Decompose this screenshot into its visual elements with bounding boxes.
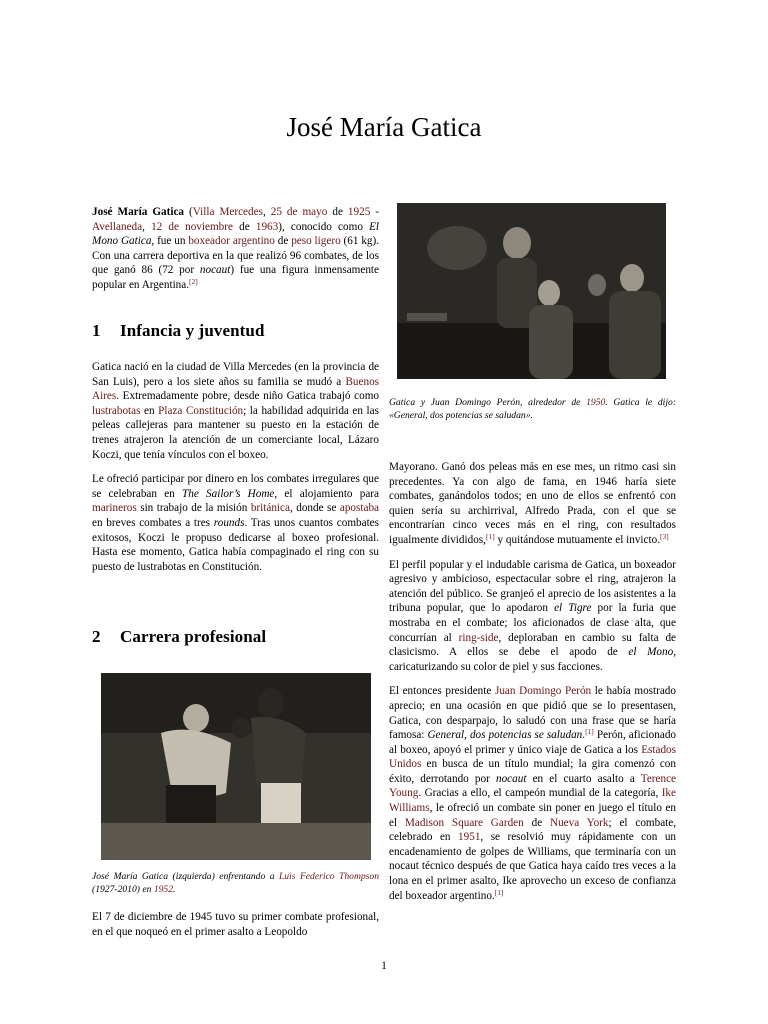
link-plaza-constitucion[interactable]: Plaza Constitución xyxy=(158,404,244,417)
ref-2[interactable]: [2] xyxy=(189,276,198,286)
link-1951[interactable]: 1951 xyxy=(458,831,481,844)
link-birth-year[interactable]: 1925 xyxy=(347,206,371,218)
page-number: 1 xyxy=(381,960,387,972)
photo-gatica-peron[interactable] xyxy=(397,203,666,379)
subject-name: José María Gatica xyxy=(92,206,185,218)
photo-placeholder-icon xyxy=(397,203,666,379)
link-luis-federico-thompson[interactable]: Luis Federico Thompson xyxy=(278,871,379,882)
section1-body xyxy=(92,360,379,584)
paragraph: El entonces presidente Juan Domingo Perón le había mostrado aprecio; en una ocasión en que pidió que se lo presentasen, Gatica, con desparpajo, lo saludó con una frase que se haría famosa: General, dos potencias se saludan.[1] Perón, aficionado al boxeo, apoyó el primer y único viaje de Gatica a los Estados Unidos en busca de un título mundial; la gira comenzó con éxito, derrotando por nocaut en el cuarto asalto a Terence Young. Gracias a ello, el campeón mundial de la categoría, Ike Williams, le ofreció un combate sin poner en juego el título en el Madison Square Garden de Nueva York; el combate, celebrado en 1951, se resolvió muy rápidamente con un encadenamiento de golpes de Williams, que terminaría con un nocaut técnico después de que Gatica haya caído tres veces a la lona en el primer asalto, Ike aprovecho un exceso de confianza del boxeador argentino.[1] xyxy=(389,685,677,902)
link-lustrabotas[interactable]: lustrabotas xyxy=(92,404,141,417)
right-column xyxy=(389,460,676,913)
paragraph: El 7 de diciembre de 1945 tuvo su primer combate profesional, en el que noqueó en el primer asalto a Leopoldo xyxy=(92,911,379,938)
link-madison-square-garden[interactable]: Madison Square Garden xyxy=(404,816,524,829)
link-estados-unidos[interactable]: Estados Unidos xyxy=(389,743,676,771)
link-death-year[interactable]: 1963 xyxy=(255,220,279,233)
ref-3[interactable]: [3] xyxy=(660,531,669,541)
paragraph: El perfil popular y el indudable carisma de Gatica, un boxeador agresivo y ambicioso, espectacular sobre el ring, atrajeron la atención del público. Se granjeó el aprecio de los asistentes a la tribuna popular, que lo apodaron el Tigre por la furia que mostraba en el combate; los aficionados de clase alta, que concurrían al ring-side, deploraban en cambio su falta de clasicismo. A ellos se debe el apodo de el Mono, caricaturizando su color de piel y sus facciones. xyxy=(389,558,677,673)
paragraph: Le ofreció participar por dinero en los combates irregulares que se celebraban en The Sailor’s Home, el alojamiento para marineros sin trabajo de la misión británica, donde se apostaba en breves combates a tres rounds. Tras unos cuantos combates exitosos, Koczi le propuso dedicarse al boxeo profesional. Hasta ese momento, Gatica había compaginado el ring con su puesto de lustrabotas en Constitución. xyxy=(92,473,380,573)
section-heading-carrera: 2 Carrera profesional xyxy=(92,627,267,646)
link-birth-date[interactable]: 25 de mayo xyxy=(270,206,328,218)
link-ring-side[interactable]: ring-side xyxy=(458,631,499,644)
link-nueva-york[interactable]: Nueva York xyxy=(550,816,609,829)
link-argentino[interactable]: argentino xyxy=(232,235,275,248)
ref-1[interactable]: [1] xyxy=(585,727,594,737)
photo-placeholder-icon xyxy=(101,673,371,860)
link-buenos-aires[interactable]: Buenos Aires xyxy=(92,375,380,403)
link-avellaneda[interactable]: Avellaneda xyxy=(92,220,143,233)
lead-paragraph: José María Gatica (Villa Mercedes, 25 de mayo de 1925 - Avellaneda, 12 de noviembre de 1963), conocido como El Mono Gatica, fue un boxeador argentino de peso ligero (61 kg). Con una carrera deportiva en la que realizó 96 combates, de los que ganó 86 (72 por nocaut) fue una figura inmensamente popular en Argentina.[2] xyxy=(92,206,380,291)
link-peso-ligero[interactable]: peso ligero xyxy=(291,235,341,248)
link-1950[interactable]: 1950 xyxy=(586,397,606,408)
paragraph: Gatica nació en la ciudad de Villa Mercedes (en la provincia de San Luis), pero a los siete años su familia se mudó a Buenos Aires. Extremadamente pobre, desde niño Gatica trabajó como lustrabotas en Plaza Constitución; la habilidad adquirida en las peleas callejeras para mantener su puesto en la estación de trenes atrajeron la atención de un comerciante local, Lázaro Koczi, que tenía vínculos con el boxeo. xyxy=(92,361,380,461)
link-juan-domingo-peron[interactable]: Juan Domingo Perón xyxy=(494,685,592,698)
figure-caption: José María Gatica (izquierda) enfrentando a Luis Federico Thompson (1927-2010) en 1952. xyxy=(92,871,379,895)
link-apostaba[interactable]: apostaba xyxy=(339,502,380,515)
link-britanica[interactable]: británica xyxy=(250,502,290,515)
nickname: El Mono Gatica xyxy=(92,220,380,248)
section-heading-infancia: 1 Infancia y juventud xyxy=(92,321,265,340)
ref-1[interactable]: [1] xyxy=(494,887,504,897)
link-boxeador[interactable]: boxeador xyxy=(188,235,230,248)
paragraph: Mayorano. Ganó dos peleas más en ese mes, un ritmo casi sin precedentes. Ya con algo de fama, en 1946 haría siete combates, ganándolos todos; en uno de ellos se enfrentó con quien sería su archirrival, Alfredo Prada, con el que se encontrarían cinco veces más en el ring, con resultados igualmente divididos,[1] y quitándose mutuamente el invicto.[3] xyxy=(389,461,676,546)
figure-caption: Gatica y Juan Domingo Perón, alrededor de 1950. Gatica le dijo: «General, dos potencias se saludan». xyxy=(389,397,677,421)
link-1952[interactable]: 1952 xyxy=(153,884,174,895)
photo-gatica-thompson[interactable] xyxy=(101,673,371,860)
link-marineros[interactable]: marineros xyxy=(92,502,137,515)
page-title: José María Gatica xyxy=(286,112,482,142)
link-villa-mercedes[interactable]: Villa Mercedes xyxy=(192,206,263,218)
link-terence-young[interactable]: Terence Young xyxy=(389,772,677,800)
ref-1[interactable]: [1] xyxy=(485,531,495,541)
link-ike-williams[interactable]: Ike Williams xyxy=(389,787,676,815)
link-death-date[interactable]: 12 de noviembre xyxy=(151,220,233,233)
